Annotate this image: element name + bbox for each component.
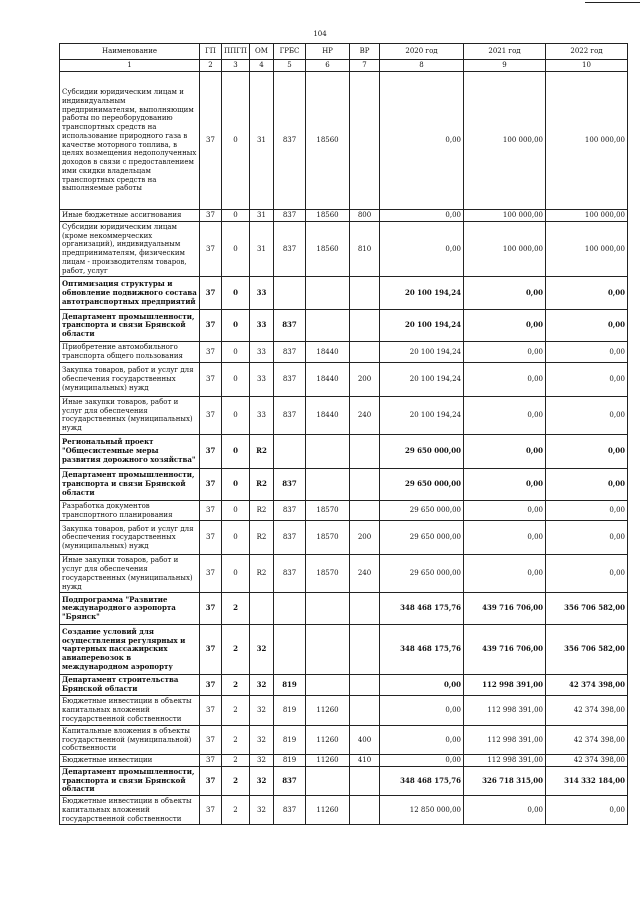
row-2020: 0,00 [380, 221, 464, 277]
row-2022: 356 706 582,00 [546, 593, 628, 625]
row-gp: 37 [200, 210, 222, 222]
col-name-header: Наименование [60, 44, 200, 60]
row-om: 32 [250, 766, 274, 795]
row-grbs: 819 [274, 725, 306, 754]
row-grbs: 819 [274, 755, 306, 767]
row-2020: 348 468 175,76 [380, 766, 464, 795]
row-om: 32 [250, 695, 274, 725]
table-row [60, 521, 628, 555]
row-ppgp: 2 [222, 593, 250, 625]
row-name: Бюджетные инвестиции в объекты капитальных вложений государственной собственности [60, 695, 200, 725]
row-nr: 18560 [306, 210, 350, 222]
row-ppgp: 2 [222, 675, 250, 696]
table-row [60, 796, 628, 825]
header-row [60, 44, 628, 60]
row-om: 32 [250, 725, 274, 754]
row-2020: 0,00 [380, 72, 464, 210]
row-vr: 410 [350, 755, 380, 767]
row-2020: 0,00 [380, 755, 464, 767]
row-vr: 400 [350, 725, 380, 754]
row-2022: 42 374 398,00 [546, 675, 628, 696]
table-row [60, 221, 628, 277]
table-row [60, 362, 628, 396]
row-ppgp: 2 [222, 625, 250, 675]
row-2020: 348 468 175,76 [380, 625, 464, 675]
row-nr [306, 434, 350, 468]
row-name: Бюджетные инвестиции в объекты капитальных вложений государственной собственности [60, 796, 200, 825]
row-name: Субсидии юридическим лицам и индивидуальным предпринимателям, выполняющим работы по переоборудованию транспортных средств на использование природного газа в качестве моторного топлива, в целях возмещения недополученных доходов в связи с предоставлением ими скидки владельцам транспортных средств на выполняемые работы [60, 72, 200, 210]
row-grbs: 837 [274, 221, 306, 277]
row-name: Закупка товаров, работ и услуг для обеспечения государственных (муниципальных) нужд [60, 521, 200, 555]
row-2020: 20 100 194,24 [380, 362, 464, 396]
col-index: 7 [350, 60, 380, 72]
row-gp: 37 [200, 555, 222, 593]
table-row [60, 555, 628, 593]
row-name: Подпрограмма "Развитие международного аэропорта "Брянск" [60, 593, 200, 625]
row-nr: 11260 [306, 796, 350, 825]
row-2021: 326 718 315,00 [464, 766, 546, 795]
row-nr: 11260 [306, 695, 350, 725]
row-om: R2 [250, 555, 274, 593]
row-nr: 18440 [306, 342, 350, 363]
row-nr [306, 593, 350, 625]
table-row [60, 277, 628, 310]
col-grbs-header: ГРБС [274, 44, 306, 60]
row-ppgp: 2 [222, 766, 250, 795]
row-2020: 29 650 000,00 [380, 468, 464, 500]
row-2022: 0,00 [546, 342, 628, 363]
row-gp: 37 [200, 521, 222, 555]
table-row [60, 434, 628, 468]
row-name: Иные закупки товаров, работ и услуг для обеспечения государственных (муниципальных) нужд [60, 555, 200, 593]
row-ppgp: 0 [222, 555, 250, 593]
row-name: Иные бюджетные ассигнования [60, 210, 200, 222]
col-index: 10 [546, 60, 628, 72]
row-grbs: 837 [274, 72, 306, 210]
row-nr [306, 625, 350, 675]
row-nr: 18570 [306, 521, 350, 555]
row-2020: 12 850 000,00 [380, 796, 464, 825]
row-vr [350, 625, 380, 675]
row-grbs: 837 [274, 796, 306, 825]
row-2022: 0,00 [546, 796, 628, 825]
row-om: 33 [250, 396, 274, 434]
row-om: 32 [250, 675, 274, 696]
col-index: 6 [306, 60, 350, 72]
row-ppgp: 0 [222, 310, 250, 342]
row-2022: 0,00 [546, 434, 628, 468]
row-gp: 37 [200, 221, 222, 277]
row-grbs [274, 625, 306, 675]
col-index: 2 [200, 60, 222, 72]
row-2021: 0,00 [464, 362, 546, 396]
row-om: 31 [250, 210, 274, 222]
row-2020: 0,00 [380, 210, 464, 222]
row-om: R2 [250, 521, 274, 555]
row-grbs: 837 [274, 362, 306, 396]
row-2021: 100 000,00 [464, 210, 546, 222]
row-2021: 112 998 391,00 [464, 675, 546, 696]
row-ppgp: 0 [222, 221, 250, 277]
row-gp: 37 [200, 766, 222, 795]
row-vr [350, 695, 380, 725]
row-2022: 0,00 [546, 555, 628, 593]
row-2022: 0,00 [546, 521, 628, 555]
row-2021: 112 998 391,00 [464, 755, 546, 767]
col-2020-header: 2020 год [380, 44, 464, 60]
row-ppgp: 2 [222, 695, 250, 725]
row-nr: 11260 [306, 725, 350, 754]
row-om: R2 [250, 468, 274, 500]
row-2020: 20 100 194,24 [380, 342, 464, 363]
row-grbs: 837 [274, 500, 306, 521]
col-index: 4 [250, 60, 274, 72]
row-om: 33 [250, 362, 274, 396]
row-om: 32 [250, 625, 274, 675]
row-gp: 37 [200, 342, 222, 363]
row-nr [306, 277, 350, 310]
row-2021: 0,00 [464, 796, 546, 825]
row-gp: 37 [200, 725, 222, 754]
row-2021: 100 000,00 [464, 72, 546, 210]
row-nr: 18440 [306, 396, 350, 434]
row-grbs: 819 [274, 695, 306, 725]
table-row [60, 766, 628, 795]
col-nr-header: НР [306, 44, 350, 60]
row-gp: 37 [200, 675, 222, 696]
col-2022-header: 2022 год [546, 44, 628, 60]
col-gp-header: ГП [200, 44, 222, 60]
row-om: 31 [250, 72, 274, 210]
row-om: R2 [250, 434, 274, 468]
row-2021: 112 998 391,00 [464, 725, 546, 754]
col-om-header: ОМ [250, 44, 274, 60]
row-2022: 0,00 [546, 468, 628, 500]
table-row [60, 675, 628, 696]
row-vr [350, 277, 380, 310]
row-name: Оптимизация структуры и обновление подвижного состава автотранспортных предприятий [60, 277, 200, 310]
row-2021: 0,00 [464, 468, 546, 500]
row-2022: 100 000,00 [546, 72, 628, 210]
row-nr [306, 468, 350, 500]
row-grbs: 837 [274, 396, 306, 434]
row-2022: 314 332 184,00 [546, 766, 628, 795]
row-2022: 0,00 [546, 500, 628, 521]
row-2021: 100 000,00 [464, 221, 546, 277]
row-ppgp: 2 [222, 755, 250, 767]
row-vr: 240 [350, 396, 380, 434]
row-grbs: 837 [274, 521, 306, 555]
row-2021: 0,00 [464, 555, 546, 593]
row-name: Бюджетные инвестиции [60, 755, 200, 767]
row-2021: 0,00 [464, 277, 546, 310]
row-2021: 0,00 [464, 434, 546, 468]
row-2021: 0,00 [464, 521, 546, 555]
row-vr [350, 310, 380, 342]
row-om [250, 593, 274, 625]
row-nr: 18440 [306, 362, 350, 396]
top-rule [585, 2, 640, 3]
row-vr: 810 [350, 221, 380, 277]
budget-table [59, 43, 628, 825]
row-name: Департамент промышленности, транспорта и связи Брянской области [60, 468, 200, 500]
row-grbs [274, 277, 306, 310]
row-grbs [274, 593, 306, 625]
row-vr [350, 468, 380, 500]
row-2020: 29 650 000,00 [380, 500, 464, 521]
col-index: 1 [60, 60, 200, 72]
col-index: 5 [274, 60, 306, 72]
row-name: Создание условий для осуществления регулярных и чартерных пассажирских авиаперевозок в международном аэропорту [60, 625, 200, 675]
col-2021-header: 2021 год [464, 44, 546, 60]
row-nr [306, 310, 350, 342]
row-2020: 29 650 000,00 [380, 521, 464, 555]
row-name: Иные закупки товаров, работ и услуг для обеспечения государственных (муниципальных) нужд [60, 396, 200, 434]
row-2020: 29 650 000,00 [380, 555, 464, 593]
row-gp: 37 [200, 310, 222, 342]
table-row [60, 210, 628, 222]
page-number: 104 [313, 30, 327, 38]
row-vr [350, 434, 380, 468]
row-gp: 37 [200, 755, 222, 767]
row-ppgp: 0 [222, 342, 250, 363]
row-om: 31 [250, 221, 274, 277]
row-nr: 11260 [306, 755, 350, 767]
row-vr [350, 766, 380, 795]
row-2021: 0,00 [464, 396, 546, 434]
row-name: Закупка товаров, работ и услуг для обеспечения государственных (муниципальных) нужд [60, 362, 200, 396]
row-gp: 37 [200, 396, 222, 434]
column-index-row [60, 60, 628, 72]
row-2022: 0,00 [546, 362, 628, 396]
table-row [60, 725, 628, 754]
row-2022: 0,00 [546, 396, 628, 434]
row-2022: 100 000,00 [546, 221, 628, 277]
row-grbs [274, 434, 306, 468]
row-2021: 112 998 391,00 [464, 695, 546, 725]
row-vr [350, 796, 380, 825]
row-gp: 37 [200, 796, 222, 825]
row-2020: 0,00 [380, 725, 464, 754]
row-om: 33 [250, 277, 274, 310]
row-2020: 0,00 [380, 675, 464, 696]
table-row [60, 396, 628, 434]
row-vr: 240 [350, 555, 380, 593]
row-gp: 37 [200, 625, 222, 675]
row-ppgp: 0 [222, 277, 250, 310]
row-nr [306, 766, 350, 795]
row-2020: 20 100 194,24 [380, 277, 464, 310]
row-2022: 42 374 398,00 [546, 725, 628, 754]
row-ppgp: 0 [222, 72, 250, 210]
row-om: 32 [250, 796, 274, 825]
col-index: 3 [222, 60, 250, 72]
row-name: Департамент промышленности, транспорта и связи Брянской области [60, 310, 200, 342]
row-om: 32 [250, 755, 274, 767]
row-2020: 20 100 194,24 [380, 396, 464, 434]
row-name: Региональный проект "Общесистемные меры развития дорожного хозяйства" [60, 434, 200, 468]
row-2021: 0,00 [464, 310, 546, 342]
row-vr [350, 342, 380, 363]
row-om: 33 [250, 342, 274, 363]
row-nr: 18570 [306, 555, 350, 593]
row-grbs: 837 [274, 310, 306, 342]
row-grbs: 837 [274, 468, 306, 500]
row-name: Департамент строительства Брянской области [60, 675, 200, 696]
row-name: Разработка документов транспортного планирования [60, 500, 200, 521]
col-index: 8 [380, 60, 464, 72]
row-2021: 439 716 706,00 [464, 593, 546, 625]
row-grbs: 837 [274, 210, 306, 222]
row-gp: 37 [200, 72, 222, 210]
row-name: Приобретение автомобильного транспорта общего пользования [60, 342, 200, 363]
row-gp: 37 [200, 434, 222, 468]
row-2022: 0,00 [546, 310, 628, 342]
row-nr: 18570 [306, 500, 350, 521]
row-2022: 356 706 582,00 [546, 625, 628, 675]
row-grbs: 837 [274, 555, 306, 593]
row-2020: 29 650 000,00 [380, 434, 464, 468]
row-ppgp: 0 [222, 468, 250, 500]
row-vr [350, 675, 380, 696]
row-ppgp: 0 [222, 434, 250, 468]
row-om: R2 [250, 500, 274, 521]
row-ppgp: 0 [222, 396, 250, 434]
row-gp: 37 [200, 500, 222, 521]
row-2021: 0,00 [464, 500, 546, 521]
table-row [60, 625, 628, 675]
row-vr: 200 [350, 362, 380, 396]
row-gp: 37 [200, 362, 222, 396]
col-ppgp-header: ППГП [222, 44, 250, 60]
row-2022: 42 374 398,00 [546, 695, 628, 725]
row-nr: 18560 [306, 221, 350, 277]
row-2022: 100 000,00 [546, 210, 628, 222]
table-body [60, 72, 628, 825]
row-ppgp: 2 [222, 725, 250, 754]
row-2021: 0,00 [464, 342, 546, 363]
row-2021: 439 716 706,00 [464, 625, 546, 675]
table-row [60, 755, 628, 767]
row-2022: 42 374 398,00 [546, 755, 628, 767]
row-2020: 20 100 194,24 [380, 310, 464, 342]
table-row [60, 593, 628, 625]
row-gp: 37 [200, 277, 222, 310]
row-ppgp: 0 [222, 362, 250, 396]
row-om: 33 [250, 310, 274, 342]
row-ppgp: 0 [222, 521, 250, 555]
table-row [60, 695, 628, 725]
col-index: 9 [464, 60, 546, 72]
table-row [60, 500, 628, 521]
row-name: Капитальные вложения в объекты государственной (муниципальной) собственности [60, 725, 200, 754]
row-grbs: 819 [274, 675, 306, 696]
col-vr-header: ВР [350, 44, 380, 60]
row-vr [350, 72, 380, 210]
row-name: Департамент промышленности, транспорта и связи Брянской области [60, 766, 200, 795]
table-row [60, 72, 628, 210]
row-gp: 37 [200, 468, 222, 500]
table-row [60, 310, 628, 342]
row-gp: 37 [200, 695, 222, 725]
row-vr: 800 [350, 210, 380, 222]
row-gp: 37 [200, 593, 222, 625]
row-2020: 348 468 175,76 [380, 593, 464, 625]
row-vr [350, 593, 380, 625]
row-nr [306, 675, 350, 696]
row-2020: 0,00 [380, 695, 464, 725]
row-vr [350, 500, 380, 521]
row-vr: 200 [350, 521, 380, 555]
table-row [60, 342, 628, 363]
row-grbs: 837 [274, 342, 306, 363]
row-name: Субсидии юридическим лицам (кроме некоммерческих организаций), индивидуальным предпринимателям, физическим лицам - производителям товаров, работ, услуг [60, 221, 200, 277]
row-ppgp: 0 [222, 210, 250, 222]
table-row [60, 468, 628, 500]
row-ppgp: 2 [222, 796, 250, 825]
row-nr: 18560 [306, 72, 350, 210]
row-2022: 0,00 [546, 277, 628, 310]
row-grbs: 837 [274, 766, 306, 795]
row-ppgp: 0 [222, 500, 250, 521]
